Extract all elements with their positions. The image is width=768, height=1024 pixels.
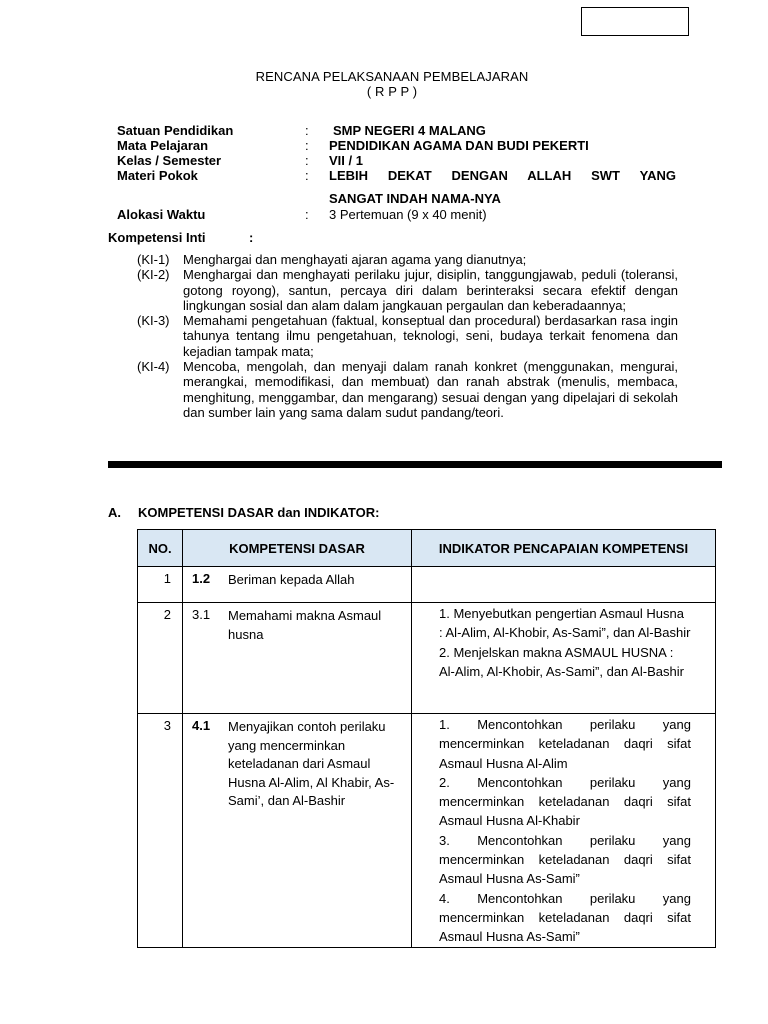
indikator-item: 1. Mencontohkan perilaku yang mencerminkan keteladanan daqri sifat Asmaul Husna Al-Alim (439, 717, 691, 771)
indikator-cell (412, 714, 716, 948)
ki-text: Memahami pengetahuan (faktual, konseptual dan procedural) berdasarkan rasa ingin tahunya tentang ilmu pengetahuan, teknologi, seni, budaya terkait fenomena dan kejadian tampak mata; (183, 313, 678, 359)
ki-code: (KI-4) (137, 359, 170, 375)
document-code-box (581, 7, 689, 36)
meta-colon: : (305, 123, 309, 138)
meta-materi-value-line1: LEBIH DEKAT DENGAN ALLAH SWT YANG (329, 168, 676, 183)
indikator-cell (412, 567, 716, 603)
document-subtitle: ( R P P ) (366, 84, 418, 99)
kompetensi-inti-heading (108, 230, 254, 245)
meta-kelas-label: Kelas / Semester (117, 153, 222, 168)
kd-text: Menyajikan contoh perilaku yang mencerminkan keteladanan dari Asmaul Husna Al-Alim, Al Khabir, As-Sami’, dan Al-Bashir (228, 719, 395, 808)
kompetensi-table (137, 529, 716, 948)
kd-number: 3.1 (192, 607, 211, 622)
section-a-letter: A. (108, 505, 121, 520)
kd-cell (183, 714, 412, 948)
ki-code: (KI-3) (137, 313, 170, 329)
meta-colon: : (305, 153, 309, 168)
ki-item (137, 252, 678, 267)
row-number: 3 (138, 714, 183, 948)
section-a-heading (108, 505, 379, 520)
indikator-item: 3. Mencontohkan perilaku yang mencerminkan keteladanan daqri sifat Asmaul Husna As-Sami” (439, 832, 691, 887)
meta-colon: : (305, 168, 309, 183)
kd-cell (183, 567, 412, 603)
meta-materi-value-line2: SANGAT INDAH NAMA-NYA (329, 191, 501, 206)
kompetensi-inti-label: Kompetensi Inti (108, 230, 206, 245)
ki-text: Menghargai dan menghayati perilaku jujur, disiplin, tanggungjawab, peduli (toleransi, gotong royong), santun, percaya diri dalam berinteraksi secara efektif dengan lingkungan sosial dan alam dalam jangkauan pergaulan dan keberadaannya; (183, 267, 678, 313)
indikator-item: 1. Menyebutkan pengertian Asmaul Husna : Al-Alim, Al-Khobir, As-Sami”, dan Al-Bashir (439, 606, 691, 641)
kd-text: Beriman kepada Allah (228, 572, 355, 587)
row-number: 1 (138, 567, 183, 603)
ki-text: Mencoba, mengolah, dan menyaji dalam ranah konkret (menggunakan, mengurai, merangkai, memodifikasi, dan membuat) dan ranah abstrak (menulis, membaca, menghitung, menggambar, dan mengarang) sesuai dengan yang dipelajari di sekolah dan sumber lain yang sama dalam sudut pandang/teori. (183, 359, 678, 420)
meta-satuan-label: Satuan Pendidikan (117, 123, 234, 138)
ki-code: (KI-1) (137, 252, 170, 267)
table-row (138, 567, 716, 603)
indikator-cell (412, 603, 716, 714)
header-no: NO. (138, 530, 183, 567)
meta-mapel-label: Mata Pelajaran (117, 138, 209, 153)
ki-item (137, 359, 678, 420)
ki-text: Menghargai dan menghayati ajaran agama yang dianutnya; (183, 252, 527, 267)
ki-item (137, 267, 678, 313)
meta-mapel-value: PENDIDIKAN AGAMA DAN BUDI PEKERTI (329, 138, 589, 153)
section-a-title: KOMPETENSI DASAR dan INDIKATOR: (138, 505, 380, 520)
indikator-item: 4. Mencontohkan perilaku yang mencerminkan keteladanan daqri sifat Asmaul Husna As-Sami” (439, 890, 691, 945)
meta-alokasi-value: 3 Pertemuan (9 x 40 menit) (329, 207, 487, 222)
header-kompetensi-dasar: KOMPETENSI DASAR (183, 530, 412, 567)
indikator-item: 2. Mencontohkan perilaku yang mencerminkan keteladanan daqri sifat Asmaul Husna Al-Khabir (439, 774, 691, 829)
meta-kelas-value: VII / 1 (329, 153, 363, 168)
table-row (138, 603, 716, 714)
table-row (138, 714, 716, 948)
header-indikator: INDIKATOR PENCAPAIAN KOMPETENSI (412, 530, 716, 567)
ki-code: (KI-2) (137, 267, 170, 283)
meta-alokasi-label: Alokasi Waktu (117, 207, 206, 222)
row-number: 2 (138, 603, 183, 714)
kompetensi-inti-list (137, 252, 678, 420)
meta-materi-label: Materi Pokok (117, 168, 198, 183)
ki-item (137, 313, 678, 359)
kd-number: 4.1 (192, 718, 211, 733)
section-divider (108, 461, 722, 468)
indikator-item: 2. Menjelskan makna ASMAUL HUSNA : Al-Alim, Al-Khobir, As-Sami”, dan Al-Bashir (439, 644, 684, 679)
meta-colon: : (305, 207, 309, 222)
kompetensi-inti-colon: : (249, 230, 254, 245)
meta-satuan-value: SMP NEGERI 4 MALANG (333, 123, 486, 138)
meta-colon: : (305, 138, 309, 153)
kd-number: 1.2 (192, 571, 211, 586)
document-title: RENCANA PELAKSANAAN PEMBELAJARAN (255, 69, 529, 84)
kd-text: Memahami makna Asmaul husna (228, 608, 382, 642)
kd-cell (183, 603, 412, 714)
